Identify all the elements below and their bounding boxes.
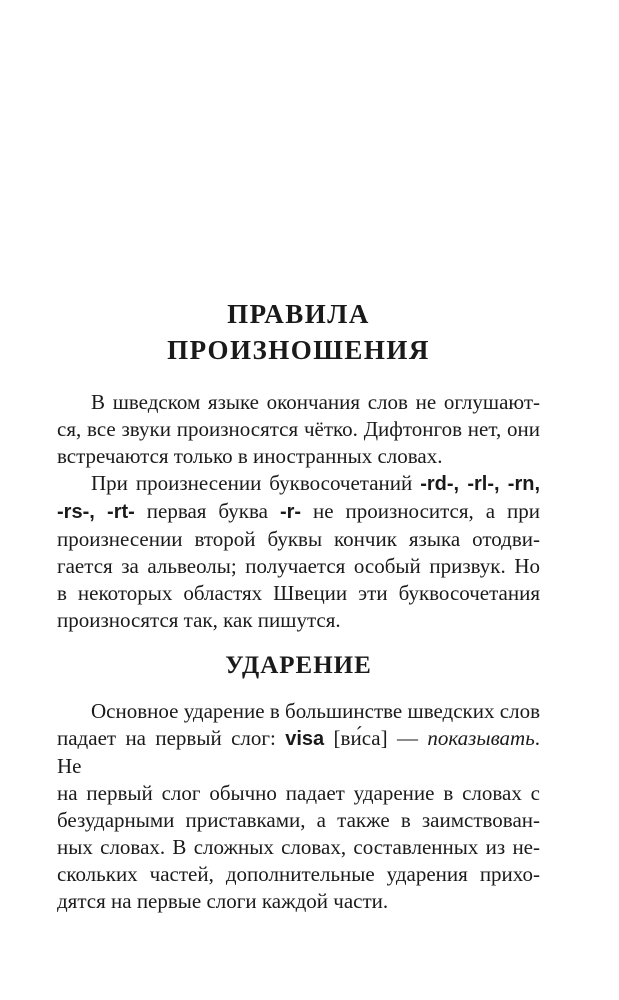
paragraph-line: гается за альвеолы; получается особый призвук. Но [57, 554, 540, 578]
paragraph-line: скольких частей, дополнительные ударения прихо- [57, 862, 540, 886]
paragraph-line: встречаются только в иностранных словах. [57, 444, 443, 468]
swedish-letter-combos-bold: -rs-, -rt- [57, 501, 135, 523]
paragraph-line: произносятся так, как пишутся. [57, 608, 341, 632]
section-title-line-2: ПРОИЗНОШЕНИЯ [167, 335, 430, 365]
swedish-word-visa-bold: visa [285, 728, 325, 750]
text-segment: При произнесении буквосочетаний [91, 471, 413, 495]
paragraph-line [57, 498, 540, 526]
paragraph-stress [57, 698, 540, 915]
page-content [57, 296, 540, 915]
swedish-letter-r-bold: -r- [279, 501, 302, 523]
translation-italic: показывать [427, 726, 535, 750]
subsection-heading-stress: УДАРЕНИЕ [225, 652, 372, 679]
transcription-segment: [ви́са] — [333, 726, 418, 750]
paragraph-line: на первый слог обычно падает ударение в словах с [57, 781, 540, 805]
paragraph-line [57, 725, 540, 780]
paragraph-letter-combinations [57, 470, 540, 634]
swedish-letter-combos-bold: -rd-, -rl-, -rn, [420, 473, 540, 495]
paragraph-line: в некоторых областях Швеции эти буквосочетания [57, 581, 540, 605]
paragraph-line [57, 470, 540, 498]
text-segment: . Не [57, 726, 541, 778]
paragraph-line: безударными приставками, а также в заимствован- [57, 808, 540, 832]
paragraph-line: В шведском языке окончания слов не оглушают- [91, 390, 540, 414]
section-title-pronunciation-rules [57, 296, 540, 368]
section-title-line-1: ПРАВИЛА [227, 299, 370, 329]
paragraph-line: произнесении второй буквы кончик языка отодви- [57, 527, 540, 551]
paragraph-line: ся, все звуки произносятся чётко. Дифтонгов нет, они [57, 417, 540, 441]
text-segment: не произносится, а при [313, 499, 541, 523]
paragraph-endings [57, 389, 540, 470]
paragraph-line: дятся на первые слоги каждой части. [57, 889, 389, 913]
text-segment: падает на первый слог: [57, 726, 276, 750]
paragraph-line: Основное ударение в большинстве шведских слов [91, 699, 540, 723]
text-segment: первая буква [146, 499, 268, 523]
paragraph-line: ных словах. В сложных словах, составленных из не- [57, 835, 540, 859]
